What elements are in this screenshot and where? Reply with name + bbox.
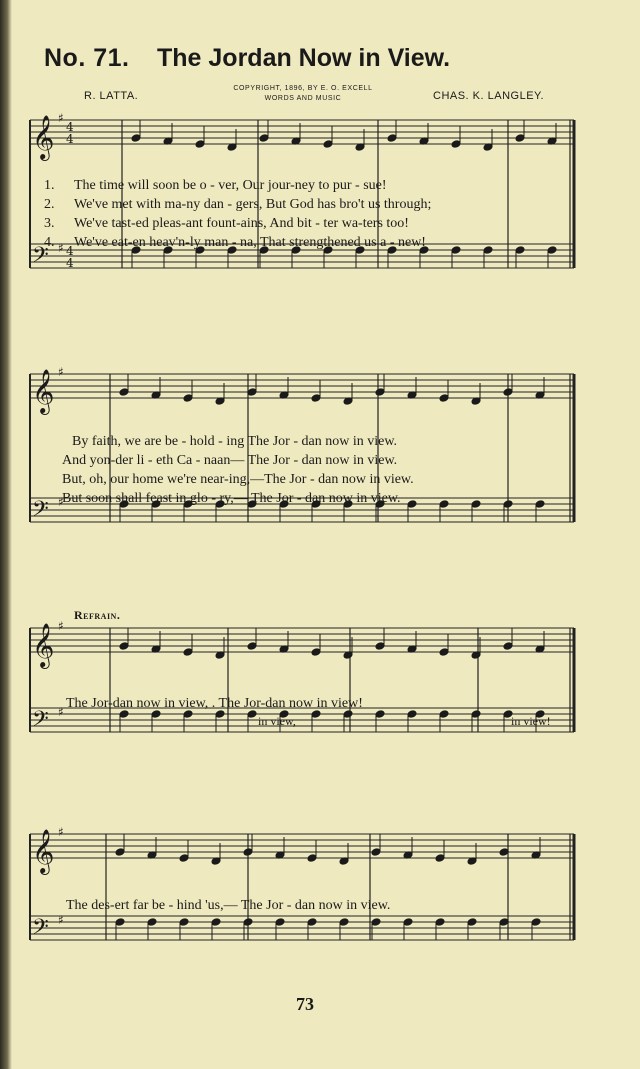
note-head	[439, 394, 449, 403]
note-head	[311, 394, 321, 403]
refrain-lyric-2: The des-ert far be - hind 'us,— The Jor - dan now in view.	[66, 898, 391, 913]
treble-clef: 𝄞	[32, 829, 55, 873]
verse-3-lyric: We've tast-ed pleas-ant fount-ains, And bit - ter wa-ters too!	[74, 216, 409, 231]
note-head	[375, 642, 385, 651]
note-head	[387, 134, 397, 143]
note-head	[275, 918, 285, 927]
key-signature-sharp: ♯	[58, 913, 64, 927]
note-head	[195, 140, 205, 149]
note-head	[119, 642, 129, 651]
note-head	[451, 246, 461, 255]
key-signature-sharp: ♯	[58, 365, 64, 379]
note-head	[131, 134, 141, 143]
note-head	[503, 500, 513, 509]
note-head	[115, 918, 125, 927]
treble-clef: 𝄞	[32, 369, 55, 413]
note-head	[307, 918, 317, 927]
verse-1-number: 1.	[44, 178, 55, 193]
note-head	[183, 648, 193, 657]
refrain-echo-2: in view!	[511, 714, 551, 728]
key-signature-sharp: ♯	[58, 825, 64, 839]
note-head	[439, 500, 449, 509]
note-head	[407, 710, 417, 719]
bass-clef: 𝄢	[32, 707, 49, 737]
copyright-line-2: WORDS AND MUSIC	[264, 95, 342, 102]
note-head	[547, 246, 557, 255]
time-signature-bottom: 4	[66, 256, 74, 270]
verse-4-number: 4.	[44, 235, 55, 250]
note-head	[451, 140, 461, 149]
note-head	[243, 848, 253, 857]
note-head	[183, 394, 193, 403]
note-head	[307, 854, 317, 863]
note-head	[503, 642, 513, 651]
note-head	[531, 918, 541, 927]
copyright-line-1: COPYRIGHT, 1896, BY E. O. EXCELL	[233, 85, 373, 92]
note-head	[435, 918, 445, 927]
note-head	[439, 648, 449, 657]
key-signature-sharp: ♯	[58, 705, 64, 719]
time-signature-top: 4	[66, 120, 74, 134]
time-signature-bottom: 4	[66, 132, 74, 146]
composer-credit: CHAS. K. LANGLEY.	[433, 90, 545, 102]
time-signature-top: 4	[66, 244, 74, 258]
bass-clef: 𝄢	[32, 915, 49, 945]
note-head	[503, 388, 513, 397]
treble-clef: 𝄞	[32, 115, 55, 159]
note-head	[179, 854, 189, 863]
note-head	[371, 918, 381, 927]
note-head	[115, 848, 125, 857]
note-head	[243, 918, 253, 927]
note-head	[323, 140, 333, 149]
refrain-label: Refrain.	[74, 608, 121, 622]
bass-clef: 𝄢	[32, 243, 49, 273]
bass-clef: 𝄢	[32, 497, 49, 527]
page-number: 73	[296, 994, 314, 1014]
verse-2-lyric-cont: And yon-der li - eth Ca - naan— The Jor - dan now in view.	[62, 453, 398, 468]
note-head	[403, 918, 413, 927]
note-head	[407, 500, 417, 509]
verse-3-lyric-cont: But, oh, our home we're near-ing,—The Jor - dan now in view.	[62, 472, 414, 487]
note-head	[119, 388, 129, 397]
note-head	[515, 246, 525, 255]
note-head	[535, 500, 545, 509]
note-head	[471, 500, 481, 509]
note-head	[471, 710, 481, 719]
key-signature-sharp: ♯	[58, 241, 64, 255]
note-head	[147, 918, 157, 927]
key-signature-sharp: ♯	[58, 111, 64, 125]
note-head	[435, 854, 445, 863]
note-head	[515, 134, 525, 143]
note-head	[259, 134, 269, 143]
note-head	[375, 710, 385, 719]
note-head	[211, 918, 221, 927]
verse-1-lyric-cont: By faith, we are be - hold - ing The Jor - dan now in view.	[72, 434, 398, 449]
refrain-echo-1: in view,	[258, 714, 296, 728]
verse-4-lyric-cont: But soon shall feast in glo - ry,— The Jor - dan now in view.	[62, 491, 401, 506]
refrain-lyric-1: The Jor-dan now in view, . The Jor-dan now in view!	[66, 696, 363, 711]
note-head	[375, 388, 385, 397]
verse-3-number: 3.	[44, 216, 55, 231]
treble-clef: 𝄞	[32, 623, 55, 667]
note-head	[439, 710, 449, 719]
note-head	[247, 642, 257, 651]
key-signature-sharp: ♯	[58, 619, 64, 633]
note-head	[179, 918, 189, 927]
hymn-title: The Jordan Now in View.	[157, 44, 451, 72]
note-head	[339, 918, 349, 927]
note-head	[483, 246, 493, 255]
lyricist-credit: R. LATTA.	[84, 90, 139, 102]
key-signature-sharp: ♯	[58, 495, 64, 509]
verse-4-lyric: We've eat-en heav'n-ly man - na, That strengthened us a - new!	[74, 235, 426, 250]
verse-1-lyric: The time will soon be o - ver, Our jour-ney to pur - sue!	[74, 178, 387, 193]
verse-2-lyric: We've met with ma-ny dan - gers, But God has bro't us through;	[74, 197, 432, 212]
hymn-number: No. 71.	[44, 44, 130, 72]
note-head	[311, 648, 321, 657]
verse-2-number: 2.	[44, 197, 55, 212]
note-head	[467, 918, 477, 927]
note-head	[371, 848, 381, 857]
